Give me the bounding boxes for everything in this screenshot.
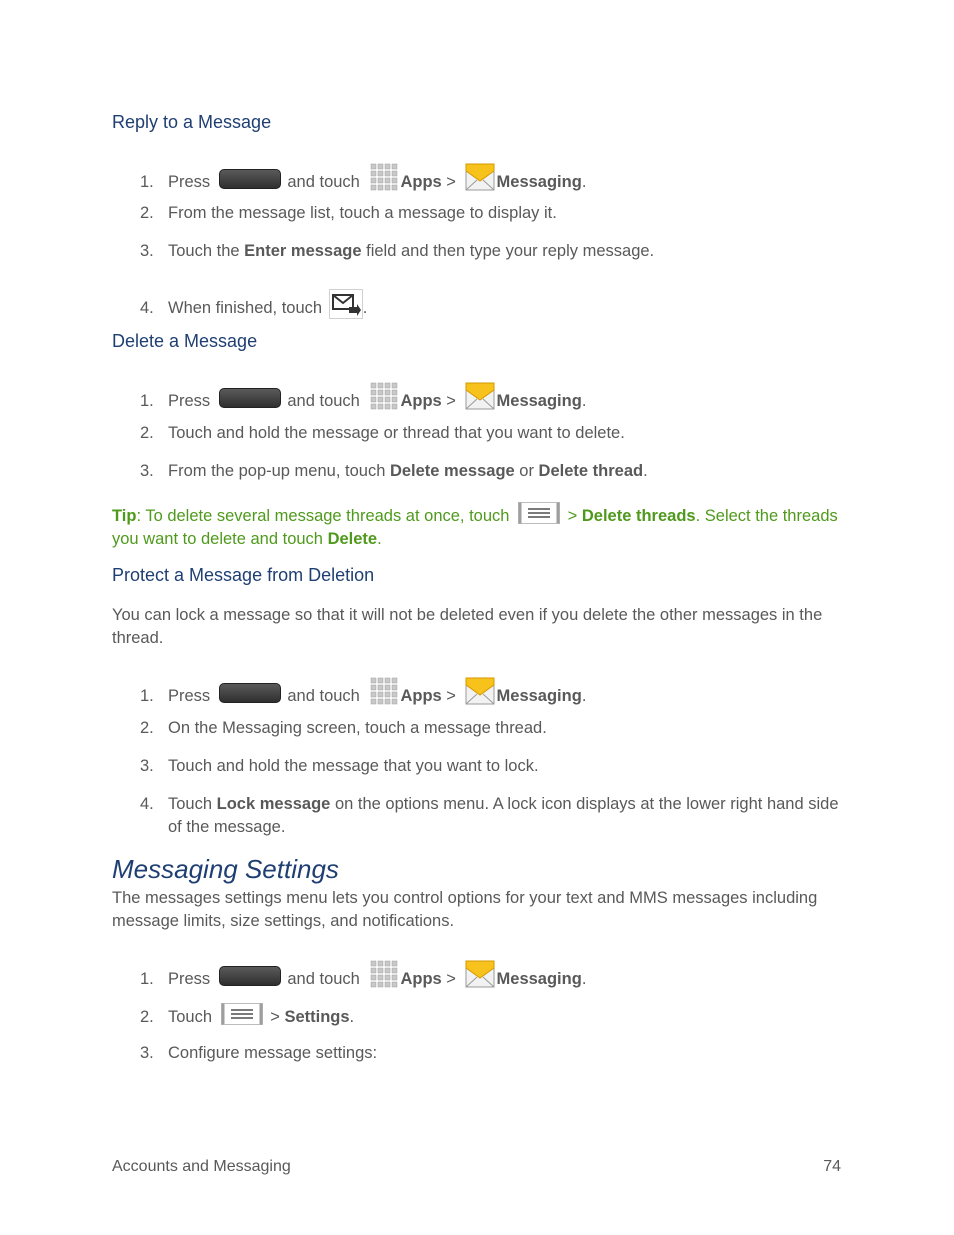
messaging-envelope-icon: [465, 163, 495, 191]
list-item: 3. Touch and hold the message that you want to lock.: [140, 757, 539, 775]
list-item: 4. Touch Lock message on the options menu. A lock icon displays at the lower right hand side of the message.: [140, 795, 839, 836]
menu-icon: [221, 1003, 263, 1025]
messaging-envelope-icon: [465, 382, 495, 410]
list-item: 2. Touch > Settings.: [140, 1003, 840, 1029]
list-item: 2. On the Messaging screen, touch a message thread.: [140, 719, 547, 737]
page-number: 74: [823, 1158, 841, 1175]
list-item: 3. From the pop-up menu, touch Delete message or Delete thread.: [140, 462, 648, 480]
messaging-envelope-icon: [465, 960, 495, 988]
home-button-icon: [219, 683, 281, 703]
list-item: 1. Press and touch Apps > Messaging.: [140, 382, 840, 413]
list-item: 2. Touch and hold the message or thread that you want to delete.: [140, 424, 625, 442]
section-title-delete: Delete a Message: [112, 331, 258, 351]
menu-icon: [518, 502, 560, 524]
send-message-icon: [329, 289, 363, 319]
list-item: 4. When finished, touch .: [140, 289, 840, 320]
section-title-reply: Reply to a Message: [112, 112, 272, 132]
footer-section-name: Accounts and Messaging: [112, 1158, 291, 1175]
messaging-envelope-icon: [465, 677, 495, 705]
list-item: 3. Configure message settings:: [140, 1044, 378, 1062]
home-button-icon: [219, 169, 281, 189]
home-button-icon: [219, 966, 281, 986]
list-item: 3. Touch the Enter message field and then type your reply message.: [140, 242, 655, 260]
apps-grid-icon: [370, 382, 398, 410]
home-button-icon: [219, 388, 281, 408]
list-item: 1. Press and touch Apps > Messaging.: [140, 960, 840, 991]
section-title-protect: Protect a Message from Deletion: [112, 565, 375, 585]
section-intro: The messages settings menu lets you control options for your text and MMS messages including message limits, size settings, and notifications.: [112, 889, 818, 930]
section-title-messaging-settings: Messaging Settings: [112, 854, 339, 884]
list-item: 1. Press and touch Apps > Messaging.: [140, 677, 840, 708]
list-item: 1. Press and touch Apps > Messaging.: [140, 163, 840, 194]
section-intro: You can lock a message so that it will not be deleted even if you delete the other messages in the thread.: [112, 606, 823, 647]
apps-grid-icon: [370, 960, 398, 988]
apps-grid-icon: [370, 677, 398, 705]
tip-note: Tip: To delete several message threads at once, touch > Delete threads. Select the threads you want to delete and touch Delete.: [112, 502, 842, 551]
apps-grid-icon: [370, 163, 398, 191]
list-item: 2. From the message list, touch a message to display it.: [140, 204, 557, 222]
